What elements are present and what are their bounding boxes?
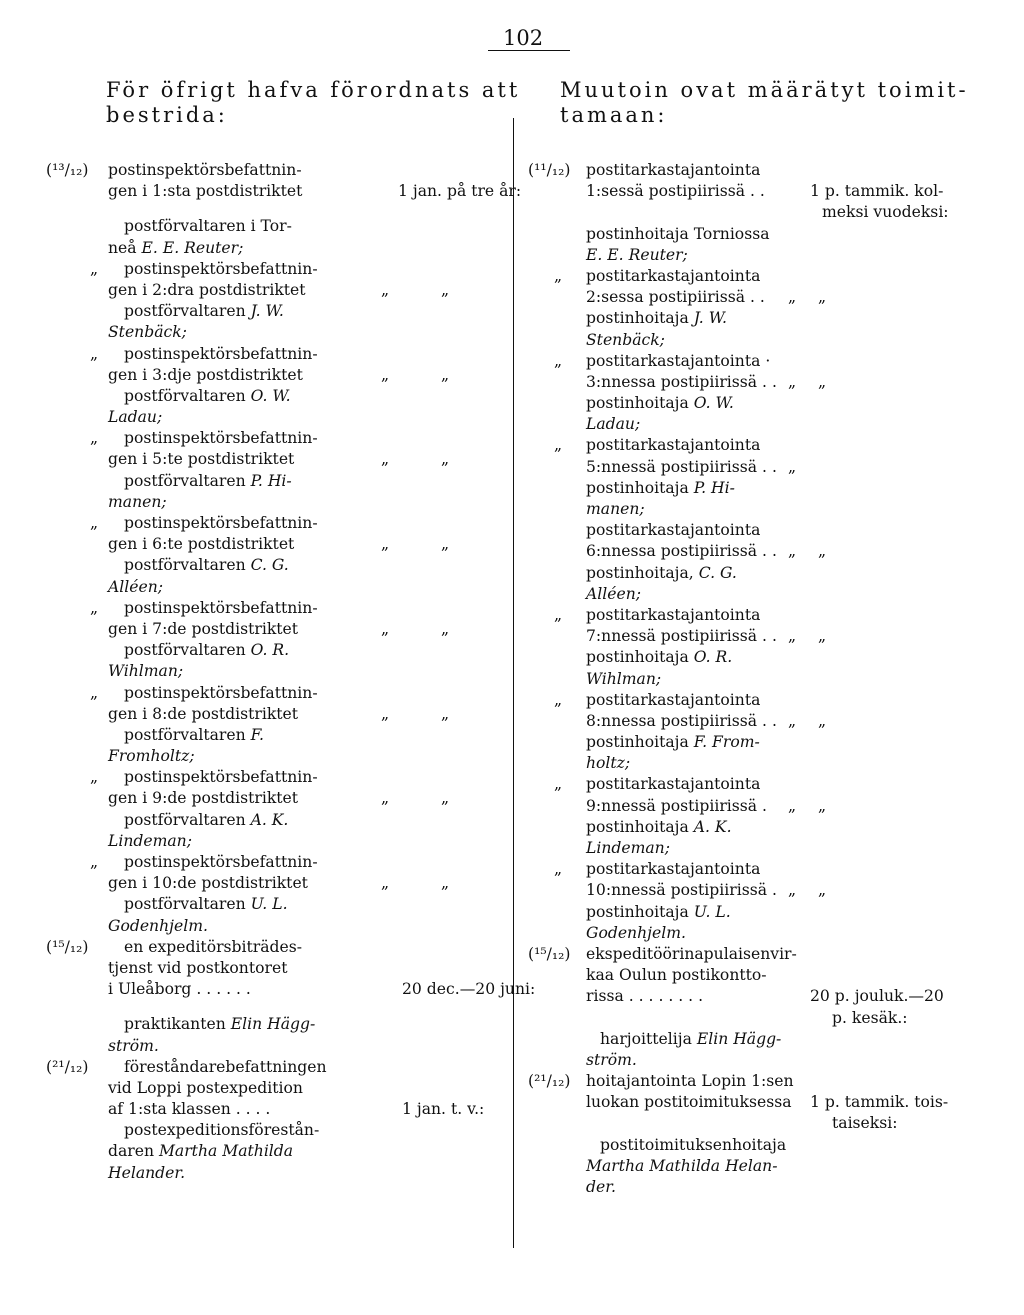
entry-date: (¹¹/₁₂) <box>528 161 571 179</box>
page-number: 102 <box>503 26 544 50</box>
list-item: „ postinspektörsbefattnin- <box>90 429 318 448</box>
list-item: „ postinspektörsbefattnin- <box>90 683 318 702</box>
entry-term: 1 jan. t. v.: <box>402 1100 485 1119</box>
right-column: (¹¹/₁₂) postitarkastajantointa 1:sessä postipiirissä . . 1 p. tammik. kol- meksi vuodeksi: postinhoitaja Torniossa E. E. Reuter; „ postitarkastajantointa 2:sessa postipiirissä . . „ „ postinhoitaja J. W. Stenbäck; „ postitarkastajantointa · 3:nnessa postipiirissä . . „ „ postinhoitaja O. W. Ladau; „ postitarkastajantointa 5:nnessä postipiirissä . . „ postinhoitaja P. Hi- manen; postitarkastajantointa 6:nnessa postipiirissä . . „ „ postinhoitaja, C. G. Alléen; „ postitarkastajantointa 7:nnessä postipiirissä . . „ „ postinhoitaja O. R. Wihlman; „ postitarkastajantointa 8:nnessa postipiirissä . . „ „ postinhoitaja F. From- holtz; „ postitarkastajantointa 9:nnessä postipiirissä . „ „ postinhoitaja A. K. Lindeman; „ postitarkastajantointa 10:nnessä postipiirissä . „ „ postinhoitaja U. L. Godenhjelm. (¹⁵/₁₂) ekspeditöörinapulaisenvir- kaa Oulun postikontto- rissa . . . . . . . . 20 p. jouluk.—20 p. kesäk.: harjoittelija Elin Hägg- ström. (²¹/₁₂) hoitajantointa Lopin 1:sen luokan postitoimituksessa 1 p. tammik. tois- taiseksi: postitoimituksenhoitaja Martha Mathilda Helan- der. <box>528 160 1018 1198</box>
person-name: Godenhjelm. <box>586 923 686 942</box>
ditto-mark: „ <box>90 259 99 278</box>
list-item: „ postinspektörsbefattnin- <box>90 598 318 617</box>
entry-term: 1 p. tammik. tois- <box>810 1093 949 1112</box>
person-name: manen; <box>586 500 645 518</box>
person-name: Lindeman; <box>586 839 670 857</box>
person-name: Fromholtz; <box>108 747 195 766</box>
person-name: Ladau; <box>108 408 163 427</box>
person-name: Lindeman; <box>108 831 192 850</box>
list-item: „ postinspektörsbefattnin- <box>46 259 516 280</box>
list-item: „ postinspektörsbefattnin- <box>90 768 318 787</box>
left-column: (¹³/₁₂) postinspektörsbefattnin- gen i 1:sta postdistriktet 1 jan. på tre år: postförvaltaren i Tor- neå E. E. Reuter; „ postinspektörsbefattnin- gen i 2:dra postdistriktet „ „ postförvaltaren J. W. Stenbäck; „ postinspektörsbefattnin- gen i 3:dje postdistriktet „ „ postförvaltaren O. W. Ladau; „ postinspektörsbefattnin- gen i 5:te postdistriktet „ „ postförvaltaren P. Hi- manen; „ postinspektörsbefattnin- gen i 6:te postdistriktet „ „ postförvaltaren C. G. Alléen; „ postinspektörsbefattnin- gen i 7:de postdistriktet „ „ postförvaltaren O. R. Wihlman; „ postinspektörsbefattnin- gen i 8:de postdistriktet „ „ postförvaltaren F. Fromholtz; „ postinspektörsbefattnin- gen i 9:de postdistriktet „ „ postförvaltaren A. K. Lindeman; „ postinspektörsbefattnin- gen i 10:de postdistriktet „ „ postförvaltaren U. L. Godenhjelm. (¹⁵/₁₂) en expeditörsbiträdes- tjenst vid postkontoret i Uleåborg . . . . . . 20 dec.—20 juni: praktikanten Elin Hägg- ström. (²¹/₁₂) föreståndarebefattningen vid Loppi postexpedition af 1:sta klassen . . . . 1 jan. t. v.: postexpeditionsförestån- daren Martha Mathilda Helander. <box>46 161 536 1182</box>
list-item: (¹¹/₁₂) postitarkastajantointa <box>528 160 1018 181</box>
list-item: (¹⁵/₁₂) ekspeditöörinapulaisenvir- <box>528 944 1018 965</box>
entry-date: (²¹/₁₂) <box>46 1057 89 1076</box>
entry-term: 1 jan. på tre år: <box>398 182 522 201</box>
list-item: „ postinspektörsbefattnin- <box>90 853 318 871</box>
right-heading-line-2: tamaan: <box>560 103 668 127</box>
person-name: Elin Hägg- <box>696 1029 782 1048</box>
list-item: (²¹/₁₂) hoitajantointa Lopin 1:sen <box>528 1071 1018 1092</box>
person-name: Elin Hägg- <box>230 1015 316 1034</box>
person-name: Wihlman; <box>586 669 662 688</box>
person-name: Wihlman; <box>108 662 184 681</box>
page-number-rule <box>488 50 570 51</box>
list-item: „ postitarkastajantointa <box>554 605 761 624</box>
person-name: E. E. Reuter; <box>141 238 244 257</box>
person-name: Alléen; <box>586 584 641 603</box>
list-item: „ postitarkastajantointa <box>554 860 761 879</box>
person-name: Stenbäck; <box>586 330 665 349</box>
list-item: (²¹/₁₂) föreståndarebefattningen <box>46 1057 516 1078</box>
list-item: „ postinspektörsbefattnin- <box>90 344 318 363</box>
left-heading-line-1: För öfrigt hafva förordnats att <box>106 78 521 102</box>
person-name: holtz; <box>586 754 631 773</box>
entry-term: 20 p. jouluk.—20 <box>810 987 944 1006</box>
right-heading <box>560 78 969 128</box>
list-item: (¹³/₁₂) postinspektörsbefattnin- <box>46 160 516 181</box>
list-item: „ postitarkastajantointa <box>554 775 761 794</box>
list-item: „ postinspektörsbefattnin- <box>90 514 318 532</box>
person-name: E. E. Reuter; <box>586 245 688 264</box>
person-name: Alléen; <box>108 577 163 596</box>
entry-date: (¹³/₁₂) <box>46 161 89 179</box>
left-heading-line-2: bestrida: <box>106 103 228 127</box>
list-item: „ postitarkastajantointa <box>554 690 761 709</box>
list-item: „ postitarkastajantointa <box>554 266 761 285</box>
entry-date: (¹⁵/₁₂) <box>46 937 89 956</box>
person-name: manen; <box>108 492 167 511</box>
list-item: „ postitarkastajantointa <box>554 436 761 455</box>
person-name: Martha Mathilda Helan- <box>586 1156 778 1175</box>
list-item: postitarkastajantointa <box>586 521 761 540</box>
list-item: „ postitarkastajantointa · <box>554 351 771 370</box>
person-name: Godenhjelm. <box>108 916 208 935</box>
entry-date: (²¹/₁₂) <box>528 1072 571 1091</box>
right-heading-line-1: Muutoin ovat määrätyt toimit- <box>560 78 969 102</box>
person-name: Ladau; <box>586 415 641 434</box>
left-heading <box>106 78 520 128</box>
entry-term: 20 dec.—20 juni: <box>402 980 536 999</box>
person-name: Stenbäck; <box>108 323 187 342</box>
person-name: Martha Mathilda <box>158 1142 294 1161</box>
entry-date: (¹⁵/₁₂) <box>528 944 571 963</box>
list-item: (¹⁵/₁₂) en expeditörsbiträdes- <box>46 937 516 958</box>
entry-term: 1 p. tammik. kol- <box>810 182 944 201</box>
